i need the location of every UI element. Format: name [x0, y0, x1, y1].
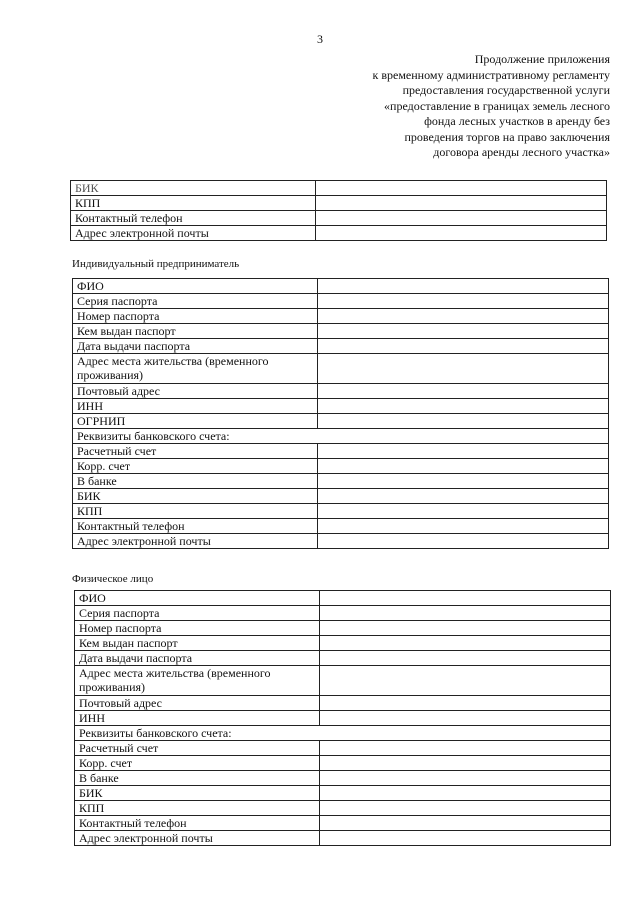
row-value-field[interactable]	[320, 666, 611, 696]
row-label: Серия паспорта	[73, 294, 318, 309]
individual-table	[74, 590, 611, 846]
table-row	[73, 309, 609, 324]
row-value-field[interactable]	[320, 591, 611, 606]
row-label: Почтовый адрес	[73, 384, 318, 399]
row-value-field[interactable]	[316, 181, 607, 196]
row-value-field[interactable]	[320, 786, 611, 801]
table-row	[71, 196, 607, 211]
row-label: БИК	[71, 181, 316, 196]
row-value-field[interactable]	[318, 504, 609, 519]
row-label: Номер паспорта	[75, 621, 320, 636]
table-row	[75, 666, 611, 696]
page-number: 3	[317, 32, 323, 46]
row-label: Дата выдачи паспорта	[73, 339, 318, 354]
row-label: Серия паспорта	[75, 606, 320, 621]
row-value-field[interactable]	[320, 651, 611, 666]
row-label: Контактный телефон	[71, 211, 316, 226]
row-value-field[interactable]	[320, 636, 611, 651]
table-row	[73, 519, 609, 534]
table-row	[73, 339, 609, 354]
individual-entrepreneur-table	[72, 278, 609, 549]
appendix-header	[310, 52, 610, 161]
row-value-field[interactable]	[320, 606, 611, 621]
legal-entity-contacts-table	[70, 180, 607, 241]
table-row	[73, 444, 609, 459]
row-value-field[interactable]	[316, 226, 607, 241]
header-line: фонда лесных участков в аренду без	[424, 114, 610, 128]
table-row	[75, 606, 611, 621]
row-label: Адрес места жительства (временного проживания)	[73, 354, 318, 384]
table-row	[75, 711, 611, 726]
table-row	[75, 696, 611, 711]
row-value-field[interactable]	[318, 309, 609, 324]
row-value-field[interactable]	[318, 534, 609, 549]
row-value-field[interactable]	[320, 696, 611, 711]
header-line: к временному административному регламенту	[372, 67, 610, 82]
header-line: договора аренды лесного участка»	[433, 145, 610, 159]
row-label: КПП	[71, 196, 316, 211]
row-label: БИК	[73, 489, 318, 504]
row-value-field[interactable]	[320, 711, 611, 726]
row-value-field[interactable]	[318, 459, 609, 474]
table-row	[75, 621, 611, 636]
row-value-field[interactable]	[320, 741, 611, 756]
row-label: ОГРНИП	[73, 414, 318, 429]
table-row	[71, 181, 607, 196]
table-row	[73, 294, 609, 309]
table-row	[75, 786, 611, 801]
table-row	[73, 429, 609, 444]
row-label: Контактный телефон	[73, 519, 318, 534]
row-label: Адрес электронной почты	[75, 831, 320, 846]
row-value-field[interactable]	[320, 831, 611, 846]
row-label: Расчетный счет	[75, 741, 320, 756]
row-value-field[interactable]	[320, 801, 611, 816]
row-label: Дата выдачи паспорта	[75, 651, 320, 666]
row-label: Адрес электронной почты	[71, 226, 316, 241]
table-row	[71, 226, 607, 241]
table-row	[73, 279, 609, 294]
row-value-field[interactable]	[318, 444, 609, 459]
table-row	[75, 756, 611, 771]
table-row	[73, 534, 609, 549]
table-row	[73, 384, 609, 399]
row-label: ИНН	[73, 399, 318, 414]
row-value-field[interactable]	[320, 621, 611, 636]
row-label: КПП	[75, 801, 320, 816]
row-value-field[interactable]	[318, 519, 609, 534]
section-title-individual-entrepreneur: Индивидуальный предприниматель	[72, 258, 240, 270]
table-row	[75, 816, 611, 831]
row-value-field[interactable]	[316, 196, 607, 211]
row-label: Корр. счет	[75, 756, 320, 771]
row-label: Кем выдан паспорт	[75, 636, 320, 651]
table-row	[75, 591, 611, 606]
table-row	[73, 324, 609, 339]
row-label: БИК	[75, 786, 320, 801]
row-label: Контактный телефон	[75, 816, 320, 831]
row-value-field[interactable]	[318, 324, 609, 339]
header-line: предоставления государственной услуги	[402, 83, 610, 97]
table-row	[75, 831, 611, 846]
row-label: В банке	[75, 771, 320, 786]
row-label: Кем выдан паспорт	[73, 324, 318, 339]
row-label: Расчетный счет	[73, 444, 318, 459]
row-value-field[interactable]	[318, 474, 609, 489]
row-value-field[interactable]	[320, 756, 611, 771]
table-row	[75, 741, 611, 756]
row-value-field[interactable]	[318, 354, 609, 384]
table-row	[75, 726, 611, 741]
table-row	[75, 771, 611, 786]
header-line: «предоставление в границах земель лесного	[384, 98, 610, 113]
row-value-field[interactable]	[318, 339, 609, 354]
table-row	[75, 651, 611, 666]
row-value-field[interactable]	[318, 399, 609, 414]
row-label: ФИО	[75, 591, 320, 606]
row-label: ФИО	[73, 279, 318, 294]
row-label: В банке	[73, 474, 318, 489]
table-row	[73, 489, 609, 504]
table-row	[75, 801, 611, 816]
row-value-field[interactable]	[320, 816, 611, 831]
table-row	[75, 636, 611, 651]
row-label: Почтовый адрес	[75, 696, 320, 711]
row-value-field[interactable]	[318, 279, 609, 294]
row-label: Реквизиты банковского счета:	[73, 429, 609, 444]
table-row	[73, 459, 609, 474]
row-value-field[interactable]	[318, 489, 609, 504]
row-label: Адрес электронной почты	[73, 534, 318, 549]
table-row	[73, 414, 609, 429]
header-line: проведения торгов на право заключения	[404, 129, 610, 144]
section-title-individual: Физическое лицо	[72, 573, 154, 585]
row-label: ИНН	[75, 711, 320, 726]
table-row	[73, 354, 609, 384]
row-value-field[interactable]	[316, 211, 607, 226]
row-value-field[interactable]	[318, 294, 609, 309]
table-row	[73, 399, 609, 414]
row-label: Реквизиты банковского счета:	[75, 726, 611, 741]
table-row	[71, 211, 607, 226]
table-row	[73, 504, 609, 519]
row-value-field[interactable]	[318, 384, 609, 399]
row-value-field[interactable]	[320, 771, 611, 786]
table-row	[73, 474, 609, 489]
row-label: Номер паспорта	[73, 309, 318, 324]
row-label: Адрес места жительства (временного проживания)	[75, 666, 320, 696]
row-label: Корр. счет	[73, 459, 318, 474]
row-value-field[interactable]	[318, 414, 609, 429]
header-line: Продолжение приложения	[474, 52, 610, 66]
row-label: КПП	[73, 504, 318, 519]
